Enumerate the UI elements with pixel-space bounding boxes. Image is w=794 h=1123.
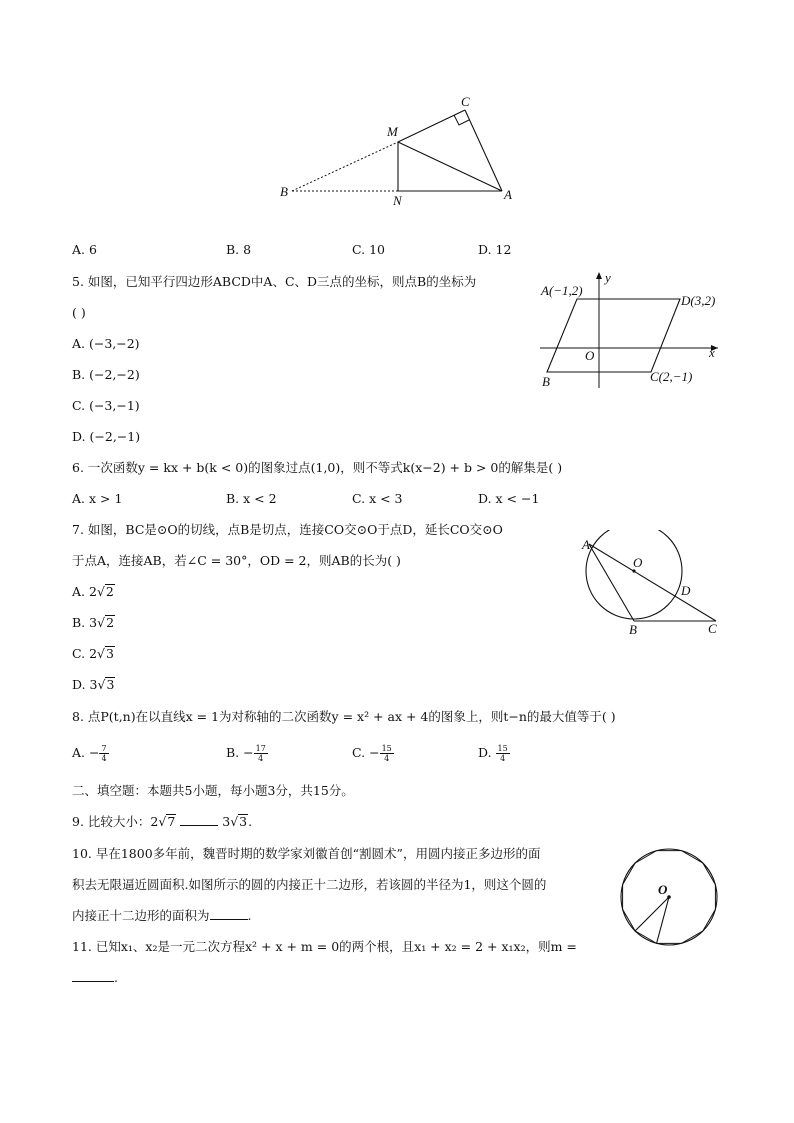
fig5-label-a: A(−1,2) [541,283,583,298]
fig5-label-y: y [605,270,611,285]
fig7-label-o: O [633,555,643,570]
q7-option-d-prefix: D. [72,677,90,692]
q7-circle-tangent-figure [575,530,725,640]
q7-option-d-coef: 3 [89,677,98,692]
fig5-label-o: O [585,348,595,363]
q7-option-c: C. 2√3 [72,646,114,661]
fig7-label-a: A [582,537,590,552]
q10-line2: 积去无限逼近圆面积.如图所示的圆的内接正十二边形，若该圆的半径为1，则这个圆的 [72,877,547,892]
q5-stem: 5. 如图，已知平行四边形ABCD中A、C、D三点的坐标，则点B的坐标为 [72,274,477,289]
fig4-label-a: A [504,187,512,202]
q4-option-c: C. 10 [352,242,385,257]
q9-end: . [248,814,253,829]
q5-option-a: A. (−3,−2) [72,336,140,351]
q8-option-c-sign: − [369,745,380,760]
fig4-label-n: N [393,193,402,208]
q6-option-d: D. x < −1 [478,491,540,506]
q8-option-b-prefix: B. [226,745,244,760]
q8-option-a-prefix: A. [72,745,89,760]
q11-answer-blank[interactable] [72,980,114,982]
q5-option-c: C. (−3,−1) [72,398,140,413]
q5-option-d: D. (−2,−1) [72,429,141,444]
q7-option-c-coef: 2 [89,646,98,661]
fig4-label-m: M [387,124,398,139]
q8-option-d-num: 15 [497,744,508,753]
q8-option-b-num: 17 [255,744,266,753]
q7-stem-line1: 7. 如图，BC是⊙O的切线，点B是切点，连接CO交⊙O于点D，延长CO交⊙O [72,522,503,537]
q6-stem: 6. 一次函数y = kx + b(k < 0)的图象过点(1,0)，则不等式k(x−2) + b > 0的解集是( ) [72,460,563,475]
q7-option-d-rad: 3 [106,677,115,692]
fig7-label-d: D [681,583,691,598]
fig5-label-b: B [542,374,550,389]
q7-option-b-coef: 3 [89,615,98,630]
q9-answer-blank[interactable] [180,824,218,826]
q11-line2-end: . [114,970,118,985]
fig4-label-c: C [461,94,470,109]
q7-option-b-rad: 2 [106,615,115,630]
q5-parallelogram-figure [535,268,725,390]
q7-option-a-coef: 2 [88,584,97,599]
section-2-heading: 二、填空题：本题共5小题，每小题3分，共15分。 [72,783,354,798]
fig4-label-b: B [280,184,288,199]
q9-b-coef: 3 [222,814,231,829]
q10-line3 [72,908,252,924]
q7-option-a-prefix: A. [72,584,89,599]
q8-option-b-sign: − [243,745,254,760]
q4-option-b: B. 8 [226,242,252,257]
q11-line2 [72,970,118,986]
q8-option-a-sign: − [88,745,100,760]
q8-option-d [478,744,510,763]
q4-option-d: D. 12 [478,242,512,257]
q9-b-rad: 3 [239,814,248,829]
q6-option-c: C. x < 3 [352,491,403,506]
q4-option-a: A. 6 [72,242,97,257]
fig10-label-o: O [658,882,668,897]
fig7-label-b: B [629,622,637,637]
q9-a-rad: 7 [167,814,176,829]
q10-line3-end: . [247,908,252,923]
q10-line3-prefix: 内接正十二边形的面积为 [72,908,210,923]
q7-option-b-prefix: B. [72,615,90,630]
q9-prefix: 9. 比较大小： [72,814,151,829]
fig5-label-c: C(2,−1) [650,369,693,384]
q7-option-c-prefix: C. [72,646,90,661]
q8-option-c-den: 4 [384,754,390,763]
q9-a-coef: 2 [150,814,159,829]
q9-line: 9. 比较大小：2√7 3√3. [72,814,253,829]
q11-line1: 11. 已知x₁、x₂是一元二次方程x² + x + m = 0的两个根，且x₁ + x₂ = 2 + x₁x₂，则m = [72,939,577,954]
q6-option-a: A. x > 1 [72,491,123,506]
q8-option-a-den: 4 [101,754,107,763]
q7-stem-line2: 于点A，连接AB，若∠C = 30°，OD = 2，则AB的长为( ) [72,553,401,568]
q6-option-b: B. x < 2 [226,491,277,506]
fig5-label-d: D(3,2) [681,293,716,308]
q8-stem: 8. 点P(t,n)在以直线x = 1为对称轴的二次函数y = x² + ax + 4的图象上，则t−n的最大值等于( ) [72,709,616,724]
q7-option-b: B. 3√2 [72,615,115,630]
fig7-label-c: C [708,621,717,636]
q8-option-b [226,744,268,763]
q10-line1: 10. 早在1800多年前，魏晋时期的数学家刘徽首创“割圆术”，用圆内接正多边形的面 [72,846,541,861]
q7-option-a: A. 2√2 [72,584,114,599]
q8-option-d-prefix: D. [478,745,496,760]
q8-option-c-prefix: C. [352,745,370,760]
q8-option-a-num: 7 [101,744,107,753]
q8-option-b-den: 4 [258,754,264,763]
q4-triangle-figure [270,90,530,210]
q10-dodecagon-figure [618,848,722,952]
q8-option-d-den: 4 [500,754,506,763]
q8-option-c [352,744,394,763]
q7-option-a-rad: 2 [105,584,114,599]
q8-option-c-num: 15 [381,744,392,753]
q8-option-a [72,744,109,763]
q7-option-c-rad: 3 [106,646,114,661]
q7-option-d: D. 3√3 [72,677,115,692]
q5-paren: ( ) [72,305,86,320]
q5-option-b: B. (−2,−2) [72,367,140,382]
fig5-label-x: x [709,345,715,360]
q10-answer-blank[interactable] [210,918,248,920]
